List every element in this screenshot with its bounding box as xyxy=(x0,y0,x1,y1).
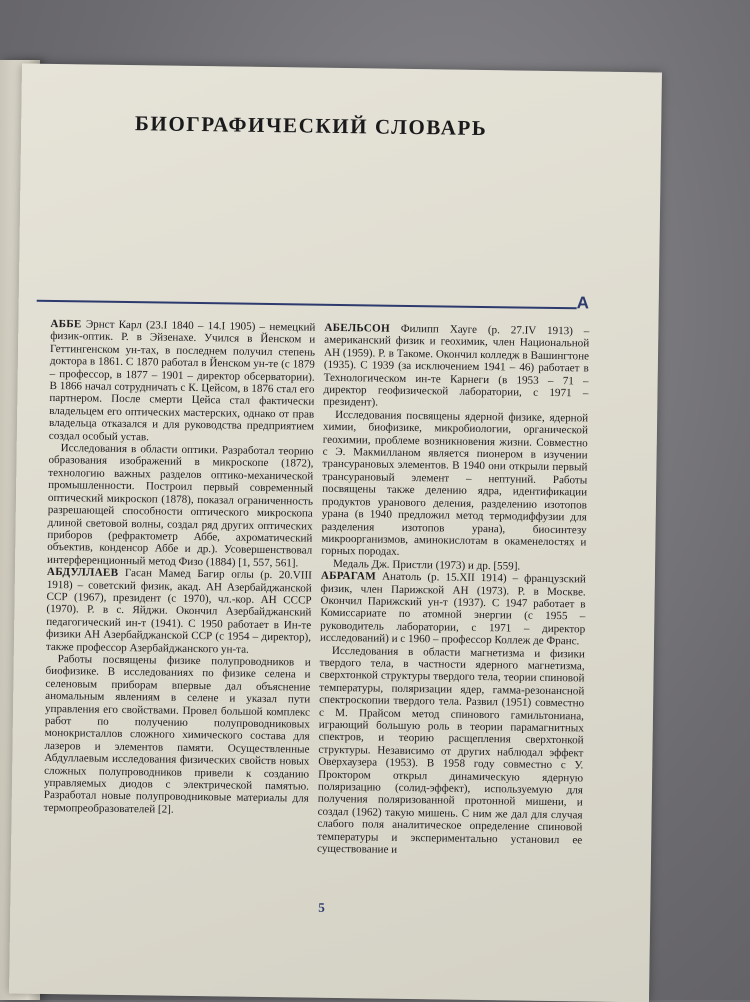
entry-abdullaev xyxy=(46,566,312,657)
entry-abelson-text: Филипп Хауге (р. 27.IV 1913) – американский физик и геохимик, член Национальной АН (1959). Р. в Такоме. Окончил колледж в Вашингтоне (1935). С 1939 (за исключением 1941 – 46) работает в Технологическом ин-те Карнеги (в 1953 – 71 – директор геофизической лаборатории, с 1971 – президент). xyxy=(323,322,590,409)
entry-abragam xyxy=(320,570,586,648)
page-number: 5 xyxy=(318,899,325,915)
entry-abelson xyxy=(323,322,589,413)
text-column-right xyxy=(317,322,589,859)
section-letter: А xyxy=(576,293,590,313)
text-column-left xyxy=(44,318,316,818)
headword-abdullaev: АБДУЛЛАЕВ xyxy=(46,566,119,580)
paragraph-abelson-research: Исследования посвящены ядерной физике, ядерной химии, биофизике, микробиологии, органической геохимии, проблеме возникновения жизни. Совместно с Э. Макмилланом является пионером в изучении трансурановых элементов. В 1940 они открыли первый трансурановый элемент – нептуний. Работы посвящены также делению ядра, идентификации продуктов уранового деления, разделению изотопов урана (в 1940 предложил метод термодиффузии для разделения изотопов урана), биосинтезу микроорганизмов, аминокислотам в окаменелостях и горных породах. xyxy=(321,408,589,559)
entry-abdullaev-text: Гасан Мамед Багир оглы (р. 20.VIII 1918) – советский физик, акад. АН Азербайджанской ССР (1967), президент (с 1970), чл.-кор. АН СССР (1970). Р. в с. Яйджи. Окончил Азербайджанский педагогический ин-т (1941). С 1950 работает в Ин-те физики АН Азербайджанской ССР (с 1954 – директор), также профессор Азербайджанского ун-та. xyxy=(45,567,312,656)
entry-abbe xyxy=(49,318,316,446)
headword-abelson: АБЕЛЬСОН xyxy=(324,321,391,335)
paragraph-abdullaev-research: Работы посвящены физике полупроводников и биофизике. В исследованиях по физике селена и селеновым приборам впервые дал объяснение аномальным явлениям в селене и указал пути управления его свойствами. Провел большой комплекс работ по получению полупроводниковых монокристаллов сложного химического состава для лазеров и элементов памяти. Осуществленные Абдуллаевым исследования физических свойств новых сложных полупроводников привели к созданию управляемых диодов с электрической памятью. Разработал новые полупроводниковые материалы для термопреобразователей [2]. xyxy=(43,653,311,816)
page-title: БИОГРАФИЧЕСКИЙ СЛОВАРЬ xyxy=(134,111,488,141)
entry-abragam-text: Анатоль (р. 15.XII 1914) – французский физик, член Парижской АН (1973). Р. в Москве. Окончил Парижский ун-т (1937). С 1947 работает в Комиссариате по атомной энергии (с 1955 – руководитель лаборатории, с 1971 – директор исследований) и с 1960 – профессор Коллеж де Франс. xyxy=(319,570,586,648)
entry-abbe-text: Эрнст Карл (23.I 1840 – 14.I 1905) – немецкий физик-оптик. Р. в Эйзенахе. Учился в Йенском и Геттингенском ун-тах, в последнем получил степень доктора в 1861. С 1870 работал в Йенском ун-те (с 1879 – профессор, в 1877 – 1901 – директор обсерватории). В 1866 начал сотрудничать с К. Цейсом, в 1876 стал его партнером. После смерти Цейса стал фактически владельцем его оптических мастерских, однако от прав владельца отказался и для руководства предприятием создал особый устав. xyxy=(48,318,316,443)
paragraph-abbe-research: Исследования в области оптики. Разработал теорию образования изображений в микроскопе (1872), технологию важных разделов оптико-механической промышленности. Построил первый современный оптический микроскоп (1878), показал ограниченность разрешающей способности оптического микроскопа длиной световой волны, создал ряд других оптических приборов (рефрактометр Аббе, ахроматический объектив, конденсор Аббе и др.). Усовершенствовал интерференционный метод Физо (1884) [1, 557, 561]. xyxy=(47,442,314,570)
paragraph-abelson-awards: Медаль Дж. Пристли (1973) и др. [559]. xyxy=(332,557,521,573)
paragraph-abragam-research: Исследования в области магнетизма и физики твердого тела, в частности ядерного магнетизма, сверхтонкой структуры твердого тела, теории спиновой температуры, поляризации ядер, гамма-резонансной спектроскопии твердого тела. Развил (1951) совместно с М. Прайсом метод спинового гамильтониана, играющий большую роль в теории парамагнитных спектров, и теорию расщепления сверхтонкой структуры. Независимо от других наблюдал эффект Оверхаузера (1953). В 1958 году совместно с У. Проктором открыл динамическую ядерную поляризацию (солид-эффект), используемую для получения поляризованной протонной мишени, и создал (1962) такую мишень. С ним же дал для случая слабого поля аналитическое определение спиновой температуры и экспериментально установил ее существование и xyxy=(317,644,585,856)
headword-abbe: АББЕ xyxy=(50,317,82,331)
section-rule xyxy=(37,300,577,310)
headword-abragam: АБРАГАМ xyxy=(320,569,377,583)
book-page xyxy=(9,64,662,1002)
